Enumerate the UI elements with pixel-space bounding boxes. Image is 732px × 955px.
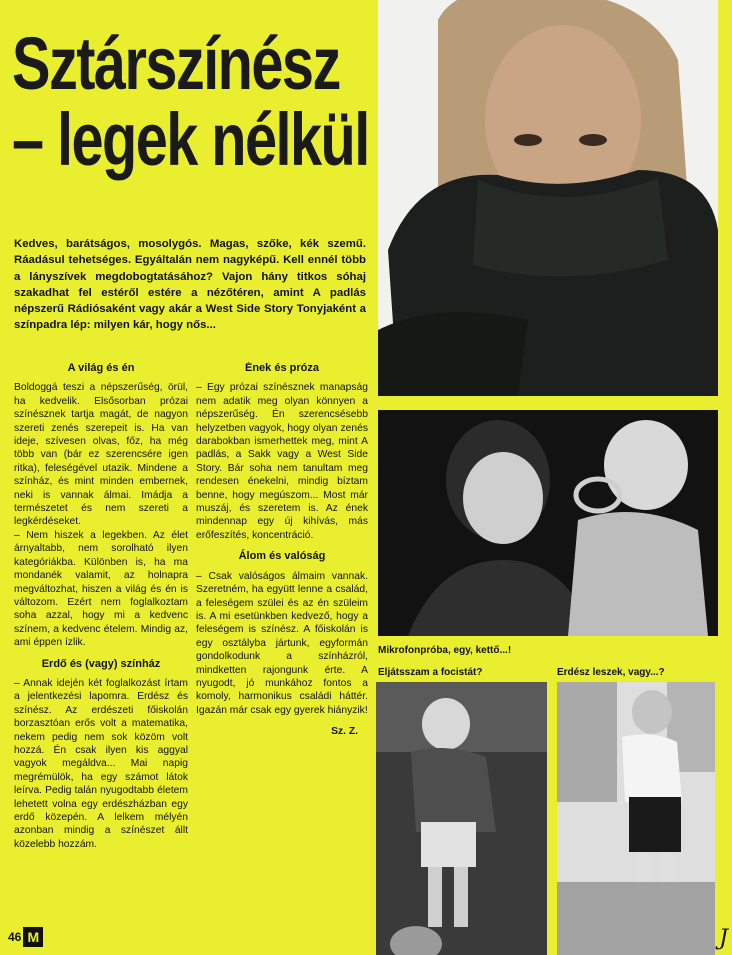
page-edge-mark: J: [719, 926, 728, 951]
paragraph: Boldoggá teszi a népszerűség, örül, ha kedvelik. Elsősorban prózai színésznek tartja magát, de nagyon szereti zenés szerepeit is. Ha van ideje, szívesen olvas, főz, ha még több van (bár ez szerencsére igen ritka), feleségével utazik. Mindene a színház, és mint minden embernek, neki is vannak álmai. Imádja a természetet és nem szereti a legkérdéseket.: [14, 382, 188, 528]
section-heading-vilag: A világ és én: [67, 362, 135, 374]
paragraph: – Nem hiszek a legekben. Az élet árnyaltabb, nem sorolható ilyen kategóriákba. Különben is, ha ma mondanék valamit, az holnapra megváltozhat, hiszen a világ és én is változom. Ezért nem foglalkoztam soha azzal, hogy mi a kedvenc színem, a kedvenc ételem. Mindig az, ami éppen ízlik.: [14, 529, 188, 649]
paragraph: – Egy prózai színésznek manapság nem adatik meg olyan könnyen a népszerűség. Én szerencsésebb helyzetben vagyok, hogy olyan zenés darabokban ismerhettek meg, mint A padlás, a Sakk vagy a West Side Story. Bár soha nem tanultam meg rendesen énekelni, mindig bíztam benne, hogy megúszom... Most már muszáj, és szeretem is. Az ének mindennap egy új kihívás, más erőfeszítés, koncentráció.: [196, 382, 368, 541]
title-line-2: – legek nélkül: [12, 98, 369, 181]
page-footer: [8, 927, 43, 947]
section-heading-alom: Álom és valóság: [238, 550, 326, 563]
magazine-logo: M: [23, 927, 43, 947]
page-number: 46: [8, 930, 22, 944]
portrait-photo: [378, 0, 718, 396]
caption-football: Eljátsszam a focistát?: [378, 667, 483, 678]
caption-forester: Erdész leszek, vagy...?: [557, 667, 665, 678]
child-forester-photo: [557, 682, 715, 955]
title-line-1: Sztárszínész: [12, 22, 340, 105]
mother-baby-photo: [378, 410, 718, 636]
paragraph: – Csak valóságos álmaim vannak. Szeretném, ha együtt lenne a család, a feleségem szülei és az én szüleim is. A mi esetünkben kedvező, hogy a feleségem is színész. A főiskolán is egy osztályba jártunk, egyformán gondolkodunk a színházról, mindketten rajongunk érte. A nyugodt, jó munkához fontos a komoly, harmonikus családi háttér. Igazán már csak egy gyerek hiányzik!: [196, 570, 368, 716]
section-heading-erdo: Erdő és (vagy) színház: [41, 657, 161, 670]
text-column-1: [14, 362, 188, 902]
article-title: [12, 22, 369, 181]
lead-paragraph: Kedves, barátságos, mosolygós. Magas, szőke, kék szemű. Ráadásul tehetséges. Egyáltalán nem nagyképű. Kell ennél több a lányszívek megdobogtatásához? Vajon hány titkos sóhaj szakadhat fel estéről estére a nézőtéren, amint A padlás népszerű Rádiósaként vagy akár a West Side Story Tonyjaként a színpadra lép: milyen kár, hogy nős...: [14, 238, 366, 332]
author-signature: Sz. Z.: [331, 726, 358, 738]
paragraph: – Annak idején két foglalkozást írtam a jelentkezési lapomra. Erdész és színész. Az erdészeti főiskolán borzasztóan erős volt a matematika, nekem pedig nem sok közöm volt hozzá. Én csak ilyen kis aggyal vagyok megáldva... Mai napig megrémülök, ha egy számot látok leírva. Pedig talán nyugodtabb életem lehetett volna egy erdészházban egy erdő közepén. A lelkem mélyén azonban mindig a színészet állt közelebb hozzám.: [14, 677, 188, 850]
section-heading-enek: Ének és próza: [245, 362, 319, 374]
caption-mic: Mikrofonpróba, egy, kettő...!: [378, 645, 512, 656]
child-football-photo: [376, 682, 547, 955]
text-column-2: [196, 362, 368, 902]
